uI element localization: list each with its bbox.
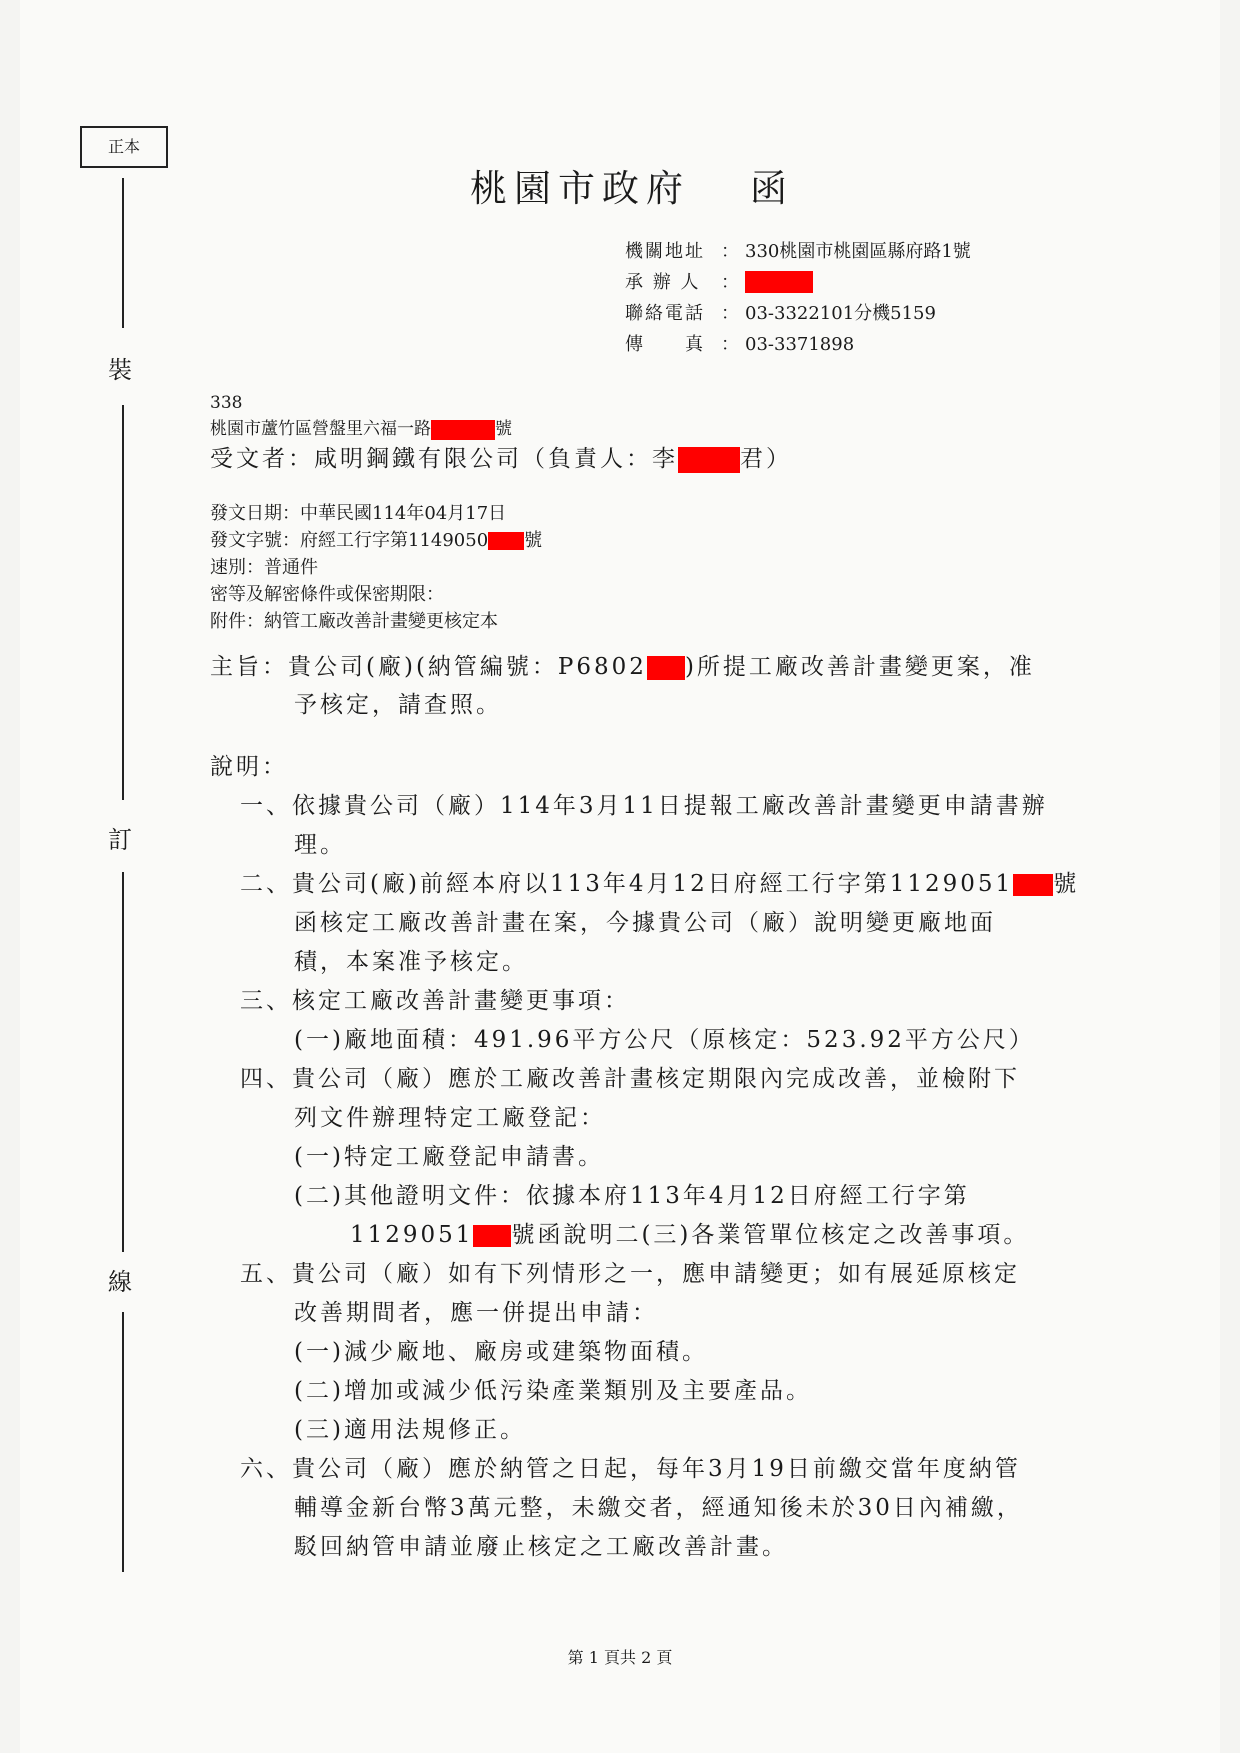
explanation-item-5: 五、貴公司（廠）如有下列情形之一，應申請變更；如有展延原核定: [240, 1261, 1020, 1287]
phone-value: 03-3322101分機5159: [745, 303, 936, 324]
explanation-item-5-cont: 改善期間者，應一併提出申請：: [294, 1300, 658, 1326]
agency-info: [625, 236, 971, 360]
page-number: 第 1 頁共 2 頁: [567, 1648, 673, 1667]
attachment: 附件：納管工廠改善計畫變更核定本: [210, 611, 498, 632]
explanation-item-2-cont: 函核定工廠改善計畫在案，今據貴公司（廠）說明變更廠地面: [294, 910, 996, 936]
binding-line: [122, 178, 124, 328]
binding-line: [122, 405, 124, 800]
binding-char-ding: 訂: [108, 826, 132, 854]
explanation-item-1: 一、依據貴公司（廠）114年3月11日提報工廠改善計畫變更申請書辦: [240, 793, 1048, 819]
issue-date: 發文日期：中華民國114年04月17日: [210, 503, 507, 524]
explanation-item-2: 二、貴公司(廠)前經本府以113年4月12日府經工行字第1129051 號: [240, 871, 1080, 897]
explanation-heading: 說明：: [210, 754, 288, 780]
explanation-item-2-cont: 積，本案准予核定。: [294, 949, 528, 975]
binding-char-zhuang: 裝: [108, 356, 132, 384]
redaction-handler: [745, 271, 813, 293]
fax-label: 傳 真: [625, 334, 705, 355]
handler-label: 承 辦 人: [625, 272, 701, 293]
explanation-item-3-sub: (一)廠地面積：491.96平方公尺（原核定：523.92平方公尺）: [294, 1027, 1035, 1053]
recipient-address-block: [210, 390, 512, 442]
explanation-item-4-sub: (一)特定工廠登記申請書。: [294, 1144, 604, 1170]
explanation-item-5-sub: (一)減少廠地、廠房或建築物面積。: [294, 1339, 708, 1365]
explanation-item-3: 三、核定工廠改善計畫變更事項：: [240, 988, 630, 1014]
handler-row: 承 辦 人 ：: [625, 267, 971, 298]
explanation-item-4-sub-cont: 1129051 號函說明二(三)各業管單位核定之改善事項。: [350, 1222, 1030, 1248]
redaction-reference-number: [473, 1225, 511, 1247]
subject-line-1: 主旨：貴公司(廠)(納管編號：P6802 )所提工廠改善計畫變更案，准: [210, 654, 1035, 680]
explanation-item-5-sub: (三)適用法規修正。: [294, 1417, 526, 1443]
recipient-address: 桃園市蘆竹區營盤里六福一路 號: [210, 419, 512, 439]
explanation-item-1-cont: 理。: [294, 832, 346, 858]
redaction-recipient-name: [678, 447, 740, 473]
redaction-registration-number: [647, 656, 685, 680]
agency-name: 桃園市政府: [470, 167, 690, 210]
fax-row: 傳 真 ： 03-3371898: [625, 329, 971, 360]
phone-label: 聯絡電話: [625, 303, 705, 324]
document-type: 函: [750, 167, 794, 210]
security-class: 密等及解密條件或保密期限：: [210, 584, 444, 605]
issue-number: 發文字號：府經工行字第1149050 號: [210, 530, 543, 551]
speed-class: 速別：普通件: [210, 557, 318, 578]
explanation-item-4-sub: (二)其他證明文件：依據本府113年4月12日府經工行字第: [294, 1183, 970, 1209]
fax-value: 03-3371898: [745, 334, 855, 355]
explanation-item-6: 六、貴公司（廠）應於納管之日起，每年3月19日前繳交當年度納管: [240, 1456, 1021, 1482]
redaction-reference-number: [1013, 874, 1053, 896]
address-label: 機關地址: [625, 241, 705, 262]
original-copy-stamp: 正本: [80, 126, 168, 168]
phone-row: 聯絡電話 ： 03-3322101分機5159: [625, 298, 971, 329]
explanation-item-6-cont: 輔導金新台幣3萬元整，未繳交者，經通知後未於30日內補繳，: [294, 1495, 1023, 1521]
explanation-item-4-cont: 列文件辦理特定工廠登記：: [294, 1105, 606, 1131]
binding-char-xian: 線: [108, 1268, 132, 1296]
postal-code: 338: [210, 393, 243, 413]
explanation-item-5-sub: (二)增加或減少低污染產業類別及主要產品。: [294, 1378, 812, 1404]
agency-address-row: 機關地址 ： 330桃園市桃園區縣府路1號: [625, 236, 971, 267]
redaction-address: [431, 420, 495, 440]
binding-line: [122, 872, 124, 1252]
redaction-issue-number: [488, 532, 524, 550]
binding-line: [122, 1312, 124, 1572]
document-meta: [210, 500, 542, 635]
explanation-item-6-cont: 駁回納管申請並廢止核定之工廠改善計畫。: [294, 1534, 788, 1560]
document-title: [470, 158, 794, 212]
subject-line-2: 予核定，請查照。: [294, 692, 502, 718]
agency-address: 330桃園市桃園區縣府路1號: [745, 241, 971, 262]
recipient-line: 受文者：咸明鋼鐵有限公司（負責人：李 君）: [210, 446, 792, 472]
explanation-item-4: 四、貴公司（廠）應於工廠改善計畫核定期限內完成改善，並檢附下: [240, 1066, 1020, 1092]
